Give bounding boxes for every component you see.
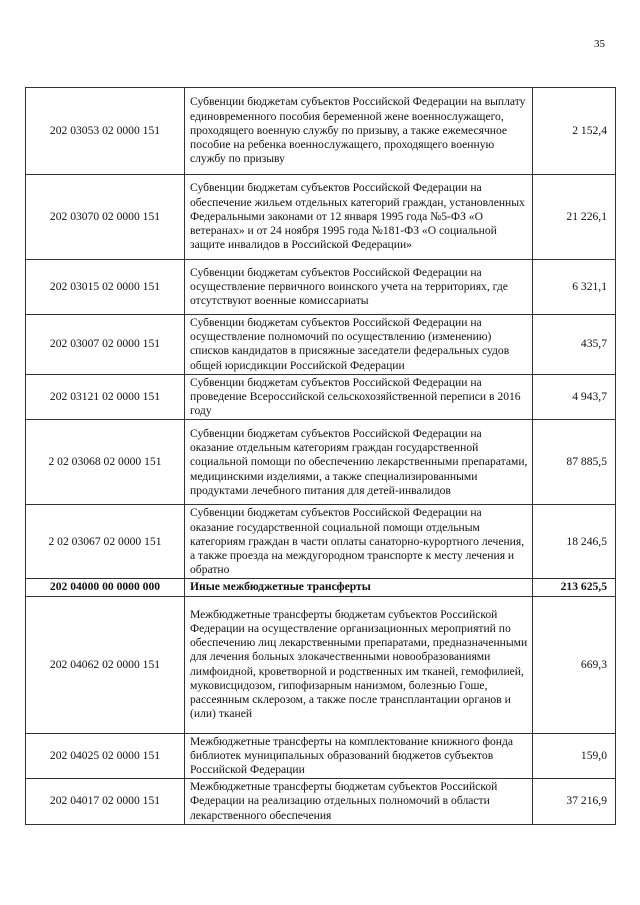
item-name-cell: Межбюджетные трансферты бюджетам субъектов Российской Федерации на осуществление организационных мероприятий по обеспечению лиц лекарственными препаратами, предназначенными для лечения больных злокачественными новообразованиями лимфоидной, кроветворной и родственных им тканей, гемофилией, муковисцидозом, гипофизарным нанизмом, болезнью Гоше, рассеянным склерозом, а также после трансплантации органов и (или) тканей xyxy=(185,596,533,733)
amount-cell: 2 152,4 xyxy=(533,88,616,175)
table-row xyxy=(26,596,616,733)
budget-code-cell: 202 03015 02 0000 151 xyxy=(26,260,185,315)
amount-cell: 21 226,1 xyxy=(533,175,616,260)
table-row xyxy=(26,779,616,825)
amount-cell: 18 246,5 xyxy=(533,505,616,579)
item-name-cell: Субвенции бюджетам субъектов Российской Федерации на оказание государственной социальной помощи отдельным категориям граждан в части оплаты санаторно-курортного лечения, а также проезда на междугородном транспорте к месту лечения и обратно xyxy=(185,505,533,579)
amount-cell: 159,0 xyxy=(533,733,616,779)
budget-table xyxy=(25,87,616,825)
table-row xyxy=(26,315,616,375)
table-row xyxy=(26,175,616,260)
budget-code-cell: 202 03007 02 0000 151 xyxy=(26,315,185,375)
amount-cell: 37 216,9 xyxy=(533,779,616,825)
page-number: 35 xyxy=(594,38,605,50)
budget-code-cell: 202 04017 02 0000 151 xyxy=(26,779,185,825)
budget-code-cell: 2 02 03068 02 0000 151 xyxy=(26,420,185,505)
budget-code-cell: 2 02 03067 02 0000 151 xyxy=(26,505,185,579)
budget-code-cell: 202 04000 00 0000 000 xyxy=(26,579,185,596)
table-row xyxy=(26,505,616,579)
table-row xyxy=(26,374,616,420)
item-name-cell: Иные межбюджетные трансферты xyxy=(185,579,533,596)
amount-cell: 6 321,1 xyxy=(533,260,616,315)
item-name-cell: Субвенции бюджетам субъектов Российской Федерации на выплату единовременного пособия беременной жене военнослужащего, проходящего военную службу по призыву, а также ежемесячное пособие на ребенка военнослужащего, проходящего военную службу по призыву xyxy=(185,88,533,175)
item-name-cell: Межбюджетные трансферты бюджетам субъектов Российской Федерации на реализацию отдельных полномочий в области лекарственного обеспечения xyxy=(185,779,533,825)
amount-cell: 213 625,5 xyxy=(533,579,616,596)
budget-code-cell: 202 03070 02 0000 151 xyxy=(26,175,185,260)
table-row xyxy=(26,579,616,596)
table-row xyxy=(26,260,616,315)
amount-cell: 669,3 xyxy=(533,596,616,733)
item-name-cell: Субвенции бюджетам субъектов Российской Федерации на осуществление полномочий по осуществлению (изменению) списков кандидатов в присяжные заседатели федеральных судов общей юрисдикции Российской Федерации xyxy=(185,315,533,375)
budget-code-cell: 202 03121 02 0000 151 xyxy=(26,374,185,420)
budget-code-cell: 202 04062 02 0000 151 xyxy=(26,596,185,733)
budget-code-cell: 202 03053 02 0000 151 xyxy=(26,88,185,175)
table-row xyxy=(26,420,616,505)
item-name-cell: Субвенции бюджетам субъектов Российской Федерации на осуществление первичного воинского учета на территориях, где отсутствуют военные комиссариаты xyxy=(185,260,533,315)
table-row xyxy=(26,88,616,175)
amount-cell: 4 943,7 xyxy=(533,374,616,420)
table-row xyxy=(26,733,616,779)
item-name-cell: Субвенции бюджетам субъектов Российской Федерации на оказание отдельным категориям граждан государственной социальной помощи по обеспечению лекарственными препаратами, медицинскими изделиями, а также специализированными продуктами лечебного питания для детей-инвалидов xyxy=(185,420,533,505)
budget-code-cell: 202 04025 02 0000 151 xyxy=(26,733,185,779)
item-name-cell: Субвенции бюджетам субъектов Российской Федерации на проведение Всероссийской сельскохозяйственной переписи в 2016 году xyxy=(185,374,533,420)
amount-cell: 87 885,5 xyxy=(533,420,616,505)
item-name-cell: Межбюджетные трансферты на комплектование книжного фонда библиотек муниципальных образований бюджетов субъектов Российской Федерации xyxy=(185,733,533,779)
amount-cell: 435,7 xyxy=(533,315,616,375)
item-name-cell: Субвенции бюджетам субъектов Российской Федерации на обеспечение жильем отдельных категорий граждан, установленных Федеральными законами от 12 января 1995 года №5-ФЗ «О ветеранах» и от 24 ноября 1995 года №181-ФЗ «О социальной защите инвалидов в Российской Федерации» xyxy=(185,175,533,260)
budget-table-body xyxy=(26,88,616,825)
